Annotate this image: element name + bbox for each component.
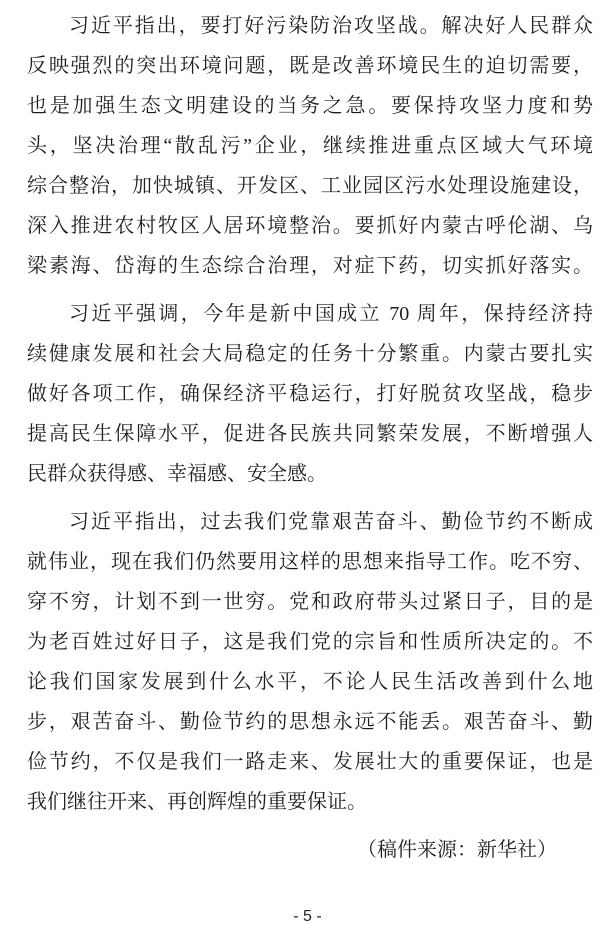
text-line: 习近平强调，今年是新中国成立 70 周年，保持经济持 [69, 303, 593, 325]
text-line: 续健康发展和社会大局稳定的任务十分繁重。内蒙古要扎实 [27, 343, 593, 365]
text-line: 头，坚决治理“散乱污”企业，继续推进重点区域大气环境 [27, 135, 593, 157]
text-line: 为老百姓过好日子，这是我们党的宗旨和性质所决定的。不 [27, 631, 593, 653]
text-line: 习近平指出，过去我们党靠艰苦奋斗、勤俭节约不断成 [69, 511, 593, 533]
text-line: 做好各项工作，确保经济平稳运行，打好脱贫攻坚战，稳步 [27, 383, 593, 405]
text-line: 习近平指出，要打好污染防治攻坚战。解决好人民群众 [69, 15, 593, 37]
text-line: 俭节约，不仅是我们一路走来、发展壮大的重要保证，也是 [27, 751, 593, 773]
text-line: 步，艰苦奋斗、勤俭节约的思想永远不能丢。艰苦奋斗、勤 [27, 711, 593, 733]
page-footer [0, 908, 615, 926]
paragraph-pollution-control [27, 6, 593, 286]
text-line: 深入推进农村牧区人居环境整治。要抓好内蒙古呼伦湖、乌 [27, 215, 593, 237]
text-line: 也是加强生态文明建设的当务之急。要保持攻坚力度和势 [27, 95, 593, 117]
text-line: 提高民生保障水平，促进各民族共同繁荣发展，不断增强人 [27, 423, 593, 445]
paragraph-hard-work-thrift [27, 502, 593, 822]
text-line: 就伟业，现在我们仍然要用这样的思想来指导工作。吃不穷、 [27, 551, 593, 573]
text-line: 民群众获得感、幸福感、安全感。 [27, 463, 327, 485]
page-number: - 5 - [293, 908, 322, 925]
source-attribution: （稿件来源：新华社） [357, 839, 557, 861]
paragraph-economy [27, 294, 593, 494]
text-line: 反映强烈的突出环境问题，既是改善环境民生的迫切需要， [27, 55, 593, 77]
text-line: 论我们国家发展到什么水平，不论人民生活改善到什么地 [27, 671, 593, 693]
text-line: 我们继往开来、再创辉煌的重要保证。 [27, 791, 367, 813]
text-line: 综合整治，加快城镇、开发区、工业园区污水处理设施建设， [27, 175, 593, 197]
text-line: 穿不穷，计划不到一世穷。党和政府带头过紧日子，目的是 [27, 591, 593, 613]
text-line: 梁素海、岱海的生态综合治理，对症下药，切实抓好落实。 [27, 255, 593, 277]
